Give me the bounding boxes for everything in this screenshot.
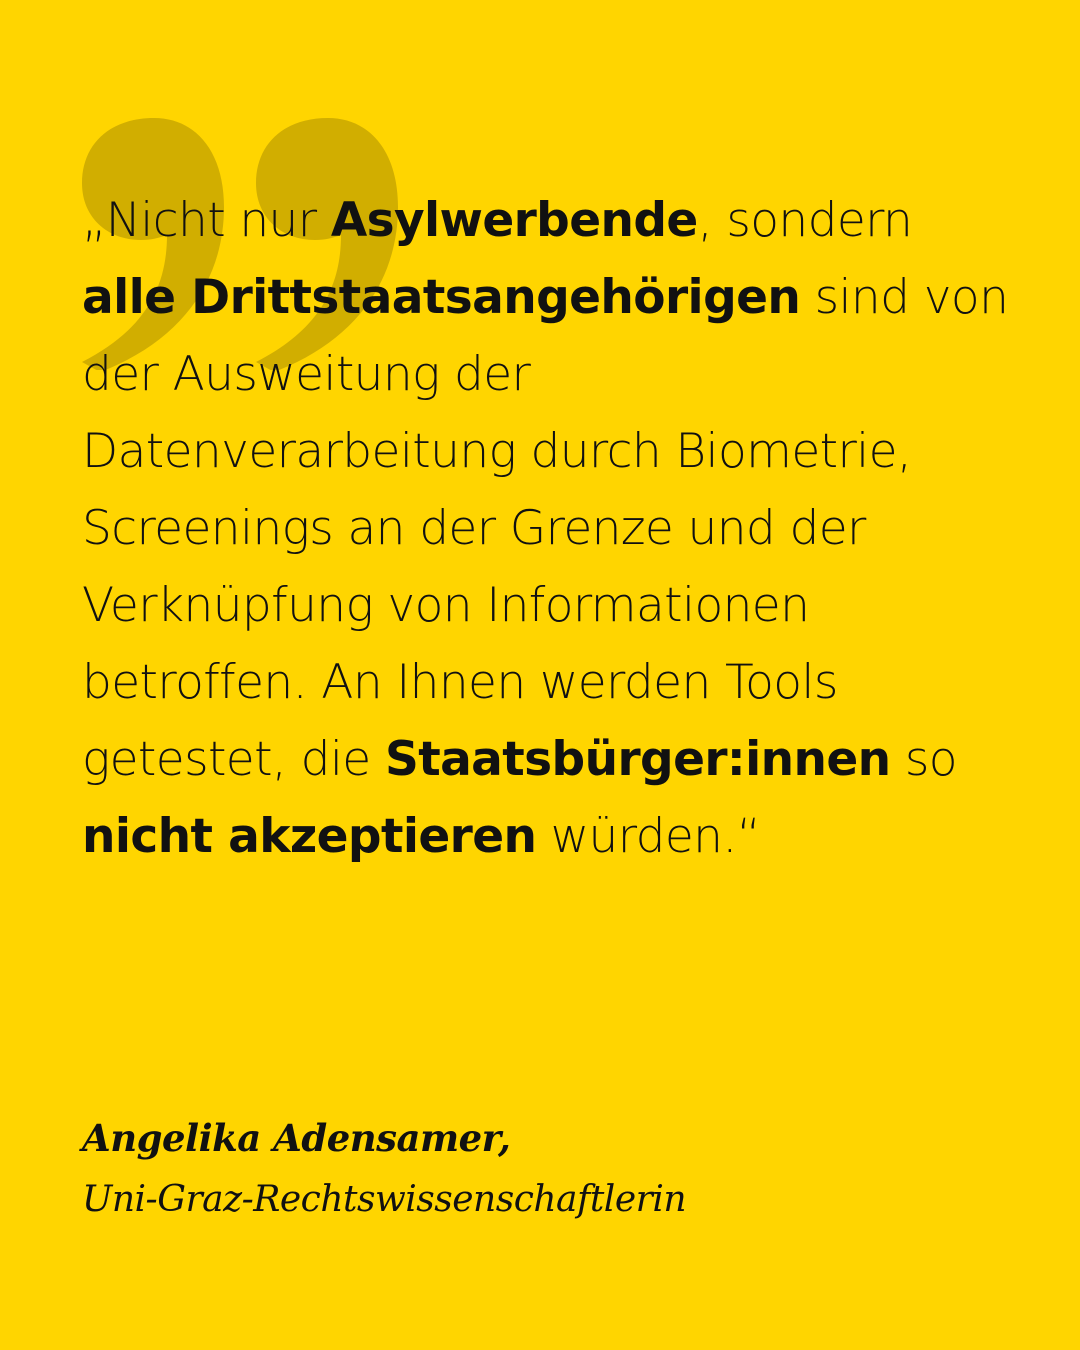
author-role: Uni-Graz-Rechtswissenschaftlerin [82,1179,687,1220]
quote-segment: würden.“ [536,809,761,864]
quote-line [82,182,1012,259]
quote-segment: Datenverarbeitung durch Biometrie, [82,424,912,479]
quote-segment: der Ausweitung der [82,347,531,402]
quote-line [82,567,1012,644]
quote-segment: so [890,732,957,787]
quote-segment: betroffen. An Ihnen werden Tools [82,655,838,710]
author-name: Angelika Adensamer, [82,1116,511,1160]
quote-segment: Verknüpfung von Informationen [82,578,810,633]
quote-line [82,490,1012,567]
quote-line [82,721,1012,798]
quote-segment: , sondern [697,193,913,248]
quote-line [82,644,1012,721]
quote-text [82,182,1012,875]
quote-line [82,336,1012,413]
quote-segment: getestet, die [82,732,385,787]
quote-emphasis: Asylwerbende [330,193,698,248]
quote-line [82,798,1012,875]
quote-emphasis: Staatsbürger:innen [384,732,891,787]
quote-segment: „Nicht nur [82,193,331,248]
quote-segment: Screenings an der Grenze und der [82,501,866,556]
quote-line [82,413,1012,490]
quote-line [82,259,1012,336]
quote-emphasis: nicht akzeptieren [82,809,537,864]
quote-emphasis: alle Drittstaatsangehörigen [82,270,801,325]
quote-segment: sind von [800,270,1009,325]
